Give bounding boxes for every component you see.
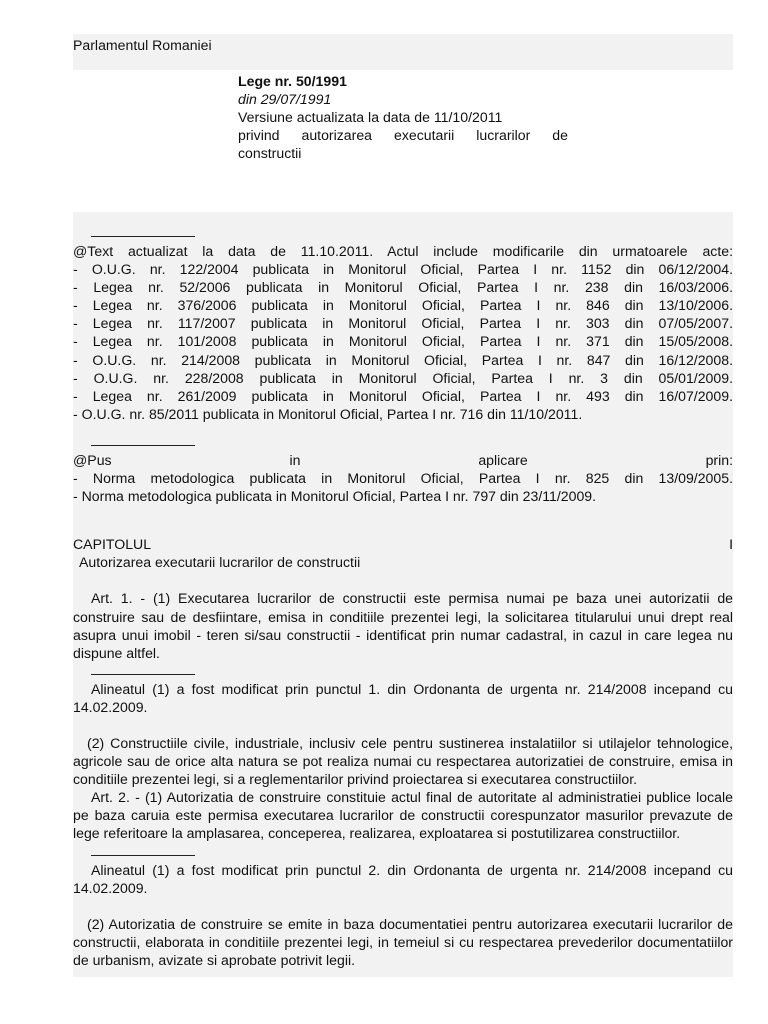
body-band bbox=[73, 212, 733, 977]
article-1-amendment-note: Alineatul (1) a fost modificat prin punctul 1. din Ordonanta de urgenta nr. 214/2008 incepand cu 14.02.2009. bbox=[73, 680, 733, 715]
article-1-paragraph-2: (2) Constructiile civile, industriale, inclusiv cele pentru sustinerea instalatiilor si utilajelor tehnologice, agricole sau de orice alta natura se pot realiza numai cu respectarea autorizatiei de construire, emisa in conditiile prezentei legi, si a reglementarilor privind proiectarea si executarea constructiilor. bbox=[73, 734, 733, 788]
article-2-paragraph-2: (2) Autorizatia de construire se emite in baza documentatiei pentru autorizarea executarii lucrarilor de constructii, elaborata in conditiile prezentei legi, in temeiul si cu respectarea prevederilor documentatiilor de urbanism, avizate si aprobate potrivit legii. bbox=[73, 915, 733, 968]
header-band bbox=[73, 34, 733, 70]
amending-act: - O.U.G. nr. 214/2008 publicata in Monitorul Oficial, Partea I nr. 847 din 16/12/2008. bbox=[73, 351, 733, 368]
methodology-norm: - Norma metodologica publicata in Monitorul Oficial, Partea I nr. 797 din 23/11/2009. bbox=[73, 488, 597, 505]
title-block bbox=[73, 70, 733, 212]
separator-line bbox=[91, 843, 733, 861]
chapter-title: Autorizarea executarii lucrarilor de constructii bbox=[79, 554, 361, 571]
applied-word: @Pus bbox=[73, 451, 112, 468]
chapter-label: CAPITOLUL bbox=[73, 536, 152, 553]
institution-name: Parlamentul Romaniei bbox=[73, 37, 212, 53]
chapter-number: I bbox=[729, 536, 733, 553]
title-inner bbox=[238, 72, 568, 162]
applied-heading bbox=[73, 451, 733, 469]
article-2-amendment-note: Alineatul (1) a fost modificat prin punctul 2. din Ordonanta de urgenta nr. 214/2008 incepand cu 14.02.2009. bbox=[73, 861, 733, 896]
amending-act: - Legea nr. 52/2006 publicata in Monitorul Oficial, Partea I nr. 238 din 16/03/2006. bbox=[73, 279, 733, 296]
law-date: din 29/07/1991 bbox=[238, 91, 332, 108]
version-line: Versiune actualizata la data de 11/10/2011 bbox=[238, 109, 503, 126]
law-subject-line: privind autorizarea executarii lucrarilor de bbox=[238, 127, 568, 144]
amending-act: - O.U.G. nr. 122/2004 publicata in Monitorul Oficial, Partea I nr. 1152 din 06/12/2004. bbox=[73, 261, 733, 278]
amending-act: - Legea nr. 261/2009 publicata in Monitorul Oficial, Partea I nr. 493 din 16/07/2009. bbox=[73, 387, 733, 404]
law-title: Lege nr. 50/1991 bbox=[238, 73, 347, 89]
article-2-paragraph-1: Art. 2. - (1) Autorizatia de construire constituie actul final de autoritate al administratiei publice locale pe baza caruia este permisa executarea lucrarilor de constructii corespunzator masurilor prevazute de lege referitoare la amplasarea, conceperea, realizarea, exploatarea si postutilizarea constructiilor. bbox=[73, 789, 733, 842]
document-page bbox=[73, 34, 733, 977]
update-intro: @Text actualizat la data de 11.10.2011. Actul include modificarile din urmatoarele acte: bbox=[73, 243, 733, 259]
amending-act: - O.U.G. nr. 85/2011 publicata in Monitorul Oficial, Partea I nr. 716 din 11/10/2011. bbox=[73, 405, 583, 422]
amending-act: - O.U.G. nr. 228/2008 publicata in Monitorul Oficial, Partea I nr. 3 din 05/01/2009. bbox=[73, 369, 733, 386]
law-subject-line: constructii bbox=[238, 145, 302, 162]
separator-line bbox=[91, 662, 733, 680]
amending-act: - Legea nr. 376/2006 publicata in Monitorul Oficial, Partea I nr. 846 din 13/10/2006. bbox=[73, 297, 733, 314]
article-1-paragraph-1: Art. 1. - (1) Executarea lucrarilor de constructii este permisa numai pe baza unei autorizatii de construire sau de desfiintare, emisa in conditiile prezentei legi, la solicitarea titularului unui drept real asupra unui imobil - teren si/sau constructii - identificat prin numar cadastral, in cazul in care legea nu dispune altfel. bbox=[73, 590, 733, 661]
applied-word: prin: bbox=[705, 451, 733, 468]
chapter-heading bbox=[73, 535, 733, 553]
separator-line bbox=[91, 433, 733, 451]
applied-word: aplicare bbox=[478, 451, 528, 468]
separator-line bbox=[91, 224, 733, 242]
amending-act: - Legea nr. 117/2007 publicata in Monitorul Oficial, Partea I nr. 303 din 07/05/2007. bbox=[73, 315, 733, 332]
applied-word: in bbox=[289, 451, 301, 468]
amending-act: - Legea nr. 101/2008 publicata in Monitorul Oficial, Partea I nr. 371 din 15/05/2008. bbox=[73, 333, 733, 350]
methodology-norm: - Norma metodologica publicata in Monitorul Oficial, Partea I nr. 825 din 13/09/2005. bbox=[73, 470, 733, 487]
